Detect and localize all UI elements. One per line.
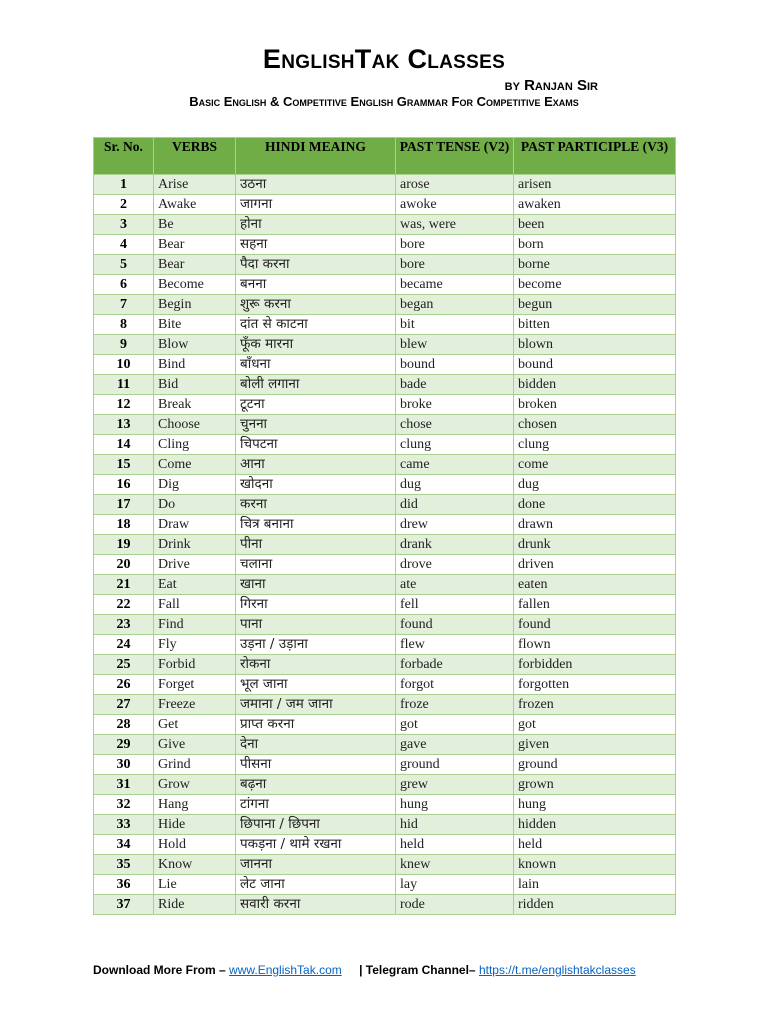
table-row [94, 635, 676, 655]
table-row [94, 335, 676, 355]
past-participle-cell: come [514, 455, 676, 475]
table-row [94, 235, 676, 255]
past-participle-cell: got [514, 715, 676, 735]
hindi-meaning-cell: होना [236, 215, 396, 235]
past-tense-cell: gave [396, 735, 514, 755]
past-tense-cell: forgot [396, 675, 514, 695]
page-title: EnglishTak Classes [262, 44, 506, 74]
hindi-meaning-cell: शुरू करना [236, 295, 396, 315]
verb-cell: Bite [154, 315, 236, 335]
past-tense-cell: awoke [396, 195, 514, 215]
table-row [94, 735, 676, 755]
table-row [94, 255, 676, 275]
past-tense-cell: held [396, 835, 514, 855]
past-tense-cell: bade [396, 375, 514, 395]
table-header-row [94, 138, 676, 175]
table-row [94, 395, 676, 415]
hindi-meaning-cell: जागना [236, 195, 396, 215]
table-row [94, 855, 676, 875]
past-tense-cell: bore [396, 235, 514, 255]
sr-cell: 7 [94, 295, 154, 315]
hindi-meaning-cell: बोली लगाना [236, 375, 396, 395]
past-tense-cell: froze [396, 695, 514, 715]
hindi-meaning-cell: टांगना [236, 795, 396, 815]
table-row [94, 535, 676, 555]
column-header-hindi: HINDI MEAING [236, 138, 396, 175]
hindi-meaning-cell: फूँक मारना [236, 335, 396, 355]
verb-cell: Break [154, 395, 236, 415]
table-row [94, 595, 676, 615]
past-tense-cell: rode [396, 895, 514, 915]
past-participle-cell: drawn [514, 515, 676, 535]
hindi-meaning-cell: जानना [236, 855, 396, 875]
past-tense-cell: ate [396, 575, 514, 595]
hindi-meaning-cell: टूटना [236, 395, 396, 415]
sr-cell: 34 [94, 835, 154, 855]
past-participle-cell: frozen [514, 695, 676, 715]
verb-cell: Come [154, 455, 236, 475]
sr-cell: 14 [94, 435, 154, 455]
sr-cell: 6 [94, 275, 154, 295]
past-participle-cell: clung [514, 435, 676, 455]
table-row [94, 775, 676, 795]
past-participle-cell: arisen [514, 175, 676, 195]
sr-cell: 5 [94, 255, 154, 275]
past-tense-cell: blew [396, 335, 514, 355]
table-row [94, 615, 676, 635]
sr-cell: 20 [94, 555, 154, 575]
past-participle-cell: bidden [514, 375, 676, 395]
sr-cell: 29 [94, 735, 154, 755]
past-participle-cell: forbidden [514, 655, 676, 675]
hindi-meaning-cell: गिरना [236, 595, 396, 615]
sr-cell: 33 [94, 815, 154, 835]
sr-cell: 22 [94, 595, 154, 615]
sr-cell: 19 [94, 535, 154, 555]
verb-cell: Get [154, 715, 236, 735]
verb-cell: Awake [154, 195, 236, 215]
hindi-meaning-cell: पीना [236, 535, 396, 555]
past-tense-cell: flew [396, 635, 514, 655]
verb-cell: Do [154, 495, 236, 515]
verb-cell: Dig [154, 475, 236, 495]
verb-cell: Know [154, 855, 236, 875]
past-participle-cell: broken [514, 395, 676, 415]
hindi-meaning-cell: जमाना / जम जाना [236, 695, 396, 715]
table-row [94, 415, 676, 435]
author-byline: by Ranjan Sir [504, 77, 598, 94]
sr-cell: 26 [94, 675, 154, 695]
table-row [94, 875, 676, 895]
past-participle-cell: found [514, 615, 676, 635]
past-participle-cell: ground [514, 755, 676, 775]
past-participle-cell: lain [514, 875, 676, 895]
hindi-meaning-cell: पकड़ना / थामे रखना [236, 835, 396, 855]
past-tense-cell: was, were [396, 215, 514, 235]
sr-cell: 2 [94, 195, 154, 215]
verb-cell: Find [154, 615, 236, 635]
sr-cell: 1 [94, 175, 154, 195]
verb-cell: Be [154, 215, 236, 235]
table-row [94, 515, 676, 535]
table-row [94, 315, 676, 335]
table-row [94, 575, 676, 595]
page-subtitle: Basic English & Competitive English Grammar For Competitive Exams [189, 94, 579, 109]
past-tense-cell: forbade [396, 655, 514, 675]
sr-cell: 12 [94, 395, 154, 415]
column-header-past-tense: PAST TENSE (V2) [396, 138, 514, 175]
past-participle-cell: born [514, 235, 676, 255]
past-participle-cell: drunk [514, 535, 676, 555]
past-tense-cell: knew [396, 855, 514, 875]
hindi-meaning-cell: उठना [236, 175, 396, 195]
verb-cell: Forget [154, 675, 236, 695]
past-participle-cell: forgotten [514, 675, 676, 695]
table-row [94, 435, 676, 455]
hindi-meaning-cell: प्राप्त करना [236, 715, 396, 735]
verb-cell: Arise [154, 175, 236, 195]
hindi-meaning-cell: रोकना [236, 655, 396, 675]
hindi-meaning-cell: बाँधना [236, 355, 396, 375]
verb-cell: Bear [154, 235, 236, 255]
sr-cell: 4 [94, 235, 154, 255]
sr-cell: 8 [94, 315, 154, 335]
past-tense-cell: clung [396, 435, 514, 455]
verb-cell: Blow [154, 335, 236, 355]
verb-cell: Begin [154, 295, 236, 315]
sr-cell: 32 [94, 795, 154, 815]
table-row [94, 295, 676, 315]
sr-cell: 16 [94, 475, 154, 495]
past-participle-cell: grown [514, 775, 676, 795]
past-tense-cell: fell [396, 595, 514, 615]
sr-cell: 11 [94, 375, 154, 395]
hindi-meaning-cell: देना [236, 735, 396, 755]
past-tense-cell: bit [396, 315, 514, 335]
verb-cell: Freeze [154, 695, 236, 715]
table-row [94, 195, 676, 215]
sr-cell: 28 [94, 715, 154, 735]
past-tense-cell: ground [396, 755, 514, 775]
past-participle-cell: known [514, 855, 676, 875]
past-participle-cell: hidden [514, 815, 676, 835]
past-tense-cell: bound [396, 355, 514, 375]
column-header-past-participle: PAST PARTICIPLE (V3) [514, 138, 676, 175]
hindi-meaning-cell: सहना [236, 235, 396, 255]
sr-cell: 35 [94, 855, 154, 875]
hindi-meaning-cell: भूल जाना [236, 675, 396, 695]
verb-cell: Bind [154, 355, 236, 375]
hindi-meaning-cell: पाना [236, 615, 396, 635]
past-participle-cell: hung [514, 795, 676, 815]
hindi-meaning-cell: चुनना [236, 415, 396, 435]
hindi-meaning-cell: बढ़ना [236, 775, 396, 795]
sr-cell: 30 [94, 755, 154, 775]
verb-cell: Bid [154, 375, 236, 395]
table-row [94, 815, 676, 835]
hindi-meaning-cell: पीसना [236, 755, 396, 775]
past-tense-cell: broke [396, 395, 514, 415]
past-participle-cell: been [514, 215, 676, 235]
past-participle-cell: become [514, 275, 676, 295]
past-participle-cell: bitten [514, 315, 676, 335]
past-participle-cell: borne [514, 255, 676, 275]
sr-cell: 36 [94, 875, 154, 895]
past-participle-cell: begun [514, 295, 676, 315]
past-tense-cell: chose [396, 415, 514, 435]
past-participle-cell: given [514, 735, 676, 755]
verb-cell: Eat [154, 575, 236, 595]
verb-cell: Hang [154, 795, 236, 815]
past-tense-cell: came [396, 455, 514, 475]
verb-cell: Draw [154, 515, 236, 535]
table-row [94, 215, 676, 235]
verb-cell: Become [154, 275, 236, 295]
past-participle-cell: fallen [514, 595, 676, 615]
verb-cell: Fly [154, 635, 236, 655]
verb-cell: Cling [154, 435, 236, 455]
past-tense-cell: got [396, 715, 514, 735]
past-participle-cell: eaten [514, 575, 676, 595]
past-participle-cell: blown [514, 335, 676, 355]
past-tense-cell: lay [396, 875, 514, 895]
column-header-sr: Sr. No. [94, 138, 154, 175]
verb-cell: Grow [154, 775, 236, 795]
sr-cell: 15 [94, 455, 154, 475]
verb-cell: Ride [154, 895, 236, 915]
past-tense-cell: began [396, 295, 514, 315]
past-participle-cell: bound [514, 355, 676, 375]
table-row [94, 555, 676, 575]
table-row [94, 355, 676, 375]
verb-cell: Forbid [154, 655, 236, 675]
verb-cell: Hold [154, 835, 236, 855]
past-participle-cell: ridden [514, 895, 676, 915]
sr-cell: 18 [94, 515, 154, 535]
sr-cell: 37 [94, 895, 154, 915]
sr-cell: 25 [94, 655, 154, 675]
verb-cell: Lie [154, 875, 236, 895]
table-row [94, 375, 676, 395]
verb-cell: Fall [154, 595, 236, 615]
verb-cell: Give [154, 735, 236, 755]
past-tense-cell: drew [396, 515, 514, 535]
past-tense-cell: drank [396, 535, 514, 555]
hindi-meaning-cell: पैदा करना [236, 255, 396, 275]
sr-cell: 10 [94, 355, 154, 375]
verb-cell: Choose [154, 415, 236, 435]
table-row [94, 495, 676, 515]
verb-cell: Drive [154, 555, 236, 575]
verb-table [93, 137, 676, 915]
hindi-meaning-cell: खोदना [236, 475, 396, 495]
hindi-meaning-cell: बनना [236, 275, 396, 295]
column-header-verbs: VERBS [154, 138, 236, 175]
table-row [94, 475, 676, 495]
telegram-label: | Telegram Channel– [359, 963, 476, 977]
hindi-meaning-cell: उड़ना / उड़ाना [236, 635, 396, 655]
hindi-meaning-cell: छिपाना / छिपना [236, 815, 396, 835]
past-participle-cell: awaken [514, 195, 676, 215]
table-row [94, 835, 676, 855]
past-tense-cell: found [396, 615, 514, 635]
past-tense-cell: drove [396, 555, 514, 575]
hindi-meaning-cell: आना [236, 455, 396, 475]
hindi-meaning-cell: चलाना [236, 555, 396, 575]
sr-cell: 3 [94, 215, 154, 235]
verb-cell: Hide [154, 815, 236, 835]
table-row [94, 675, 676, 695]
past-tense-cell: hung [396, 795, 514, 815]
hindi-meaning-cell: लेट जाना [236, 875, 396, 895]
hindi-meaning-cell: दांत से काटना [236, 315, 396, 335]
past-participle-cell: done [514, 495, 676, 515]
hindi-meaning-cell: खाना [236, 575, 396, 595]
table-row [94, 755, 676, 775]
past-participle-cell: dug [514, 475, 676, 495]
hindi-meaning-cell: चित्र बनाना [236, 515, 396, 535]
hindi-meaning-cell: सवारी करना [236, 895, 396, 915]
verb-cell: Grind [154, 755, 236, 775]
past-tense-cell: grew [396, 775, 514, 795]
footer [93, 963, 693, 977]
past-participle-cell: chosen [514, 415, 676, 435]
telegram-link[interactable]: https://t.me/englishtakclasses [478, 963, 636, 977]
download-label: Download More From – [93, 963, 226, 977]
website-link[interactable]: www.EnglishTak.com [229, 963, 342, 977]
sr-cell: 24 [94, 635, 154, 655]
table-row [94, 895, 676, 915]
sr-cell: 21 [94, 575, 154, 595]
table-row [94, 275, 676, 295]
table-row [94, 795, 676, 815]
past-tense-cell: hid [396, 815, 514, 835]
verb-cell: Bear [154, 255, 236, 275]
past-tense-cell: became [396, 275, 514, 295]
table-row [94, 455, 676, 475]
sr-cell: 31 [94, 775, 154, 795]
table-row [94, 715, 676, 735]
past-tense-cell: arose [396, 175, 514, 195]
past-participle-cell: driven [514, 555, 676, 575]
sr-cell: 27 [94, 695, 154, 715]
past-participle-cell: held [514, 835, 676, 855]
past-tense-cell: dug [396, 475, 514, 495]
table-row [94, 175, 676, 195]
past-participle-cell: flown [514, 635, 676, 655]
verb-cell: Drink [154, 535, 236, 555]
sr-cell: 17 [94, 495, 154, 515]
table-row [94, 655, 676, 675]
sr-cell: 23 [94, 615, 154, 635]
sr-cell: 13 [94, 415, 154, 435]
past-tense-cell: did [396, 495, 514, 515]
sr-cell: 9 [94, 335, 154, 355]
hindi-meaning-cell: करना [236, 495, 396, 515]
table-row [94, 695, 676, 715]
hindi-meaning-cell: चिपटना [236, 435, 396, 455]
past-tense-cell: bore [396, 255, 514, 275]
